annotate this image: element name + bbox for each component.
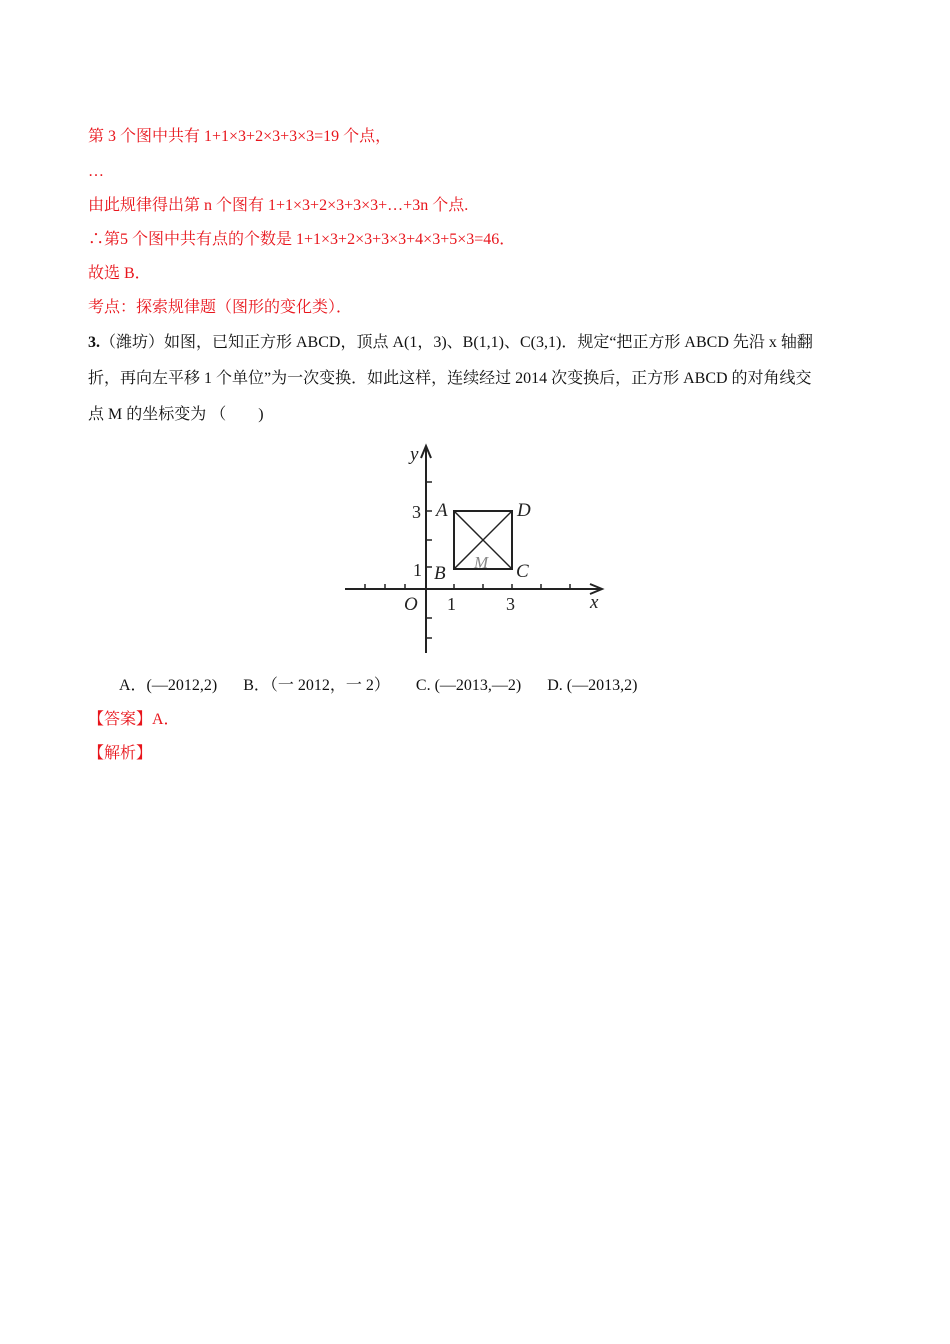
question-number: 3. <box>88 334 100 351</box>
x-tick-3: 3 <box>506 594 515 614</box>
answer-line: 【答案】A． <box>88 711 180 728</box>
option-c[interactable]: C. (—2013,—2) <box>415 677 522 694</box>
analysis-label: 【解析】 <box>88 745 153 762</box>
option-b[interactable]: B．（一 2012，一 2） <box>243 677 390 694</box>
question-line-2: 折，再向左平移 1 个单位”为一次变换．如此这样，连续经过 2014 次变换后，正方形 ABCD 的对角线交 <box>88 370 812 387</box>
point-a-label: A <box>436 500 448 521</box>
question-text-1: （潍坊）如图，已知正方形 ABCD，顶点 A(1，3)、B(1,1)、C(3,1)．规定“把正方形 ABCD 先沿 x 轴翻 <box>100 334 813 351</box>
y-tick-3: 3 <box>412 502 421 522</box>
point-m-label: M <box>474 553 489 572</box>
knowledge-point: 考点：探索规律题（图形的变化类）． <box>88 299 353 316</box>
origin-label: O <box>404 594 418 615</box>
solution-line-5: 故选 B． <box>88 265 151 282</box>
option-a[interactable]: A．(—2012,2) <box>119 677 218 694</box>
y-axis-label: y <box>410 444 419 465</box>
point-b-label: B <box>434 563 446 584</box>
coordinate-figure <box>340 438 610 658</box>
options-row <box>119 676 637 696</box>
x-axis-label: x <box>590 592 599 613</box>
x-tick-1: 1 <box>447 594 456 614</box>
solution-line-3: 由此规律得出第 n 个图有 1+1×3+2×3+3×3+…+3n 个点. <box>88 197 469 214</box>
solution-line-4: ∴第5 个图中共有点的个数是 1+1×3+2×3+3×3+4×3+5×3=46． <box>88 231 516 248</box>
question-line-1 <box>88 333 813 353</box>
question-line-3: 点 M 的坐标变为 （ ) <box>88 406 264 423</box>
solution-line-1: 第 3 个图中共有 1+1×3+2×3+3×3=19 个点， <box>88 128 392 145</box>
point-c-label: C <box>516 561 529 582</box>
y-tick-1: 1 <box>413 560 422 580</box>
point-d-label: D <box>517 500 531 521</box>
option-d[interactable]: D. (—2013,2) <box>547 677 638 694</box>
solution-line-2: … <box>88 163 104 180</box>
